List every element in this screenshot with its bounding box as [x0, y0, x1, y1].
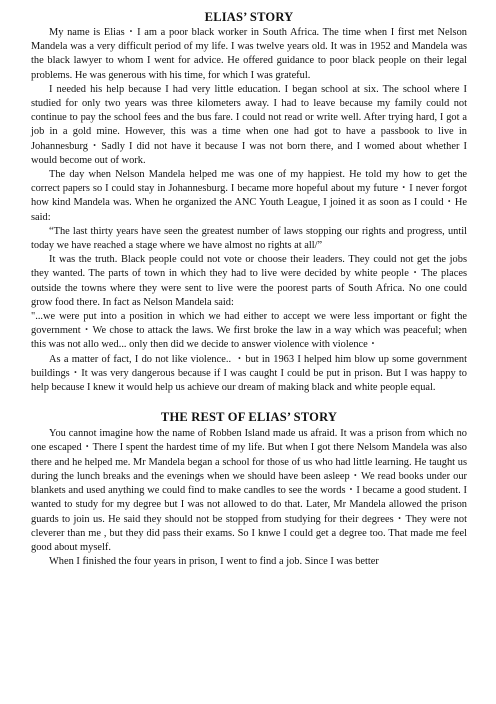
story-section-1 [31, 10, 467, 395]
quote-paragraph: “The last thirty years have seen the greatest number of laws stopping our rights and progress, until today we have reached a stage where we have almost no rights at all/” [31, 225, 467, 252]
paragraph: It was the truth. Black people could not vote or choose their leaders. They could not get the jobs they wanted. The parts of town in which they had to live were decided by white people・The places outside the towns where they were sent to live were the poorest parts of South Africa. No one could grow food there. In fact as Nelson Mandela said: [31, 254, 467, 308]
paragraph: As a matter of fact, I do not like violence.. ・but in 1963 I helped him blow up some government buildings・It was very dangerous because if I was caught I could be put in prison. But I was happy to help because I knew it would help us achieve our dream of making black and white people equal. [31, 353, 467, 394]
paragraph: The day when Nelson Mandela helped me was one of my happiest. He told my how to get the correct papers so I could stay in Johannesburg. I became more hopeful about my future・I never forgot how kind Mandela was. When he organized the ANC Youth League, I joined it as soon as I could・He said: [31, 169, 467, 223]
paragraph: My name is Elias・I am a poor black worker in South Africa. The time when I first met Nelson Mandela was a very difficult period of my life. I was twelve years old. It was in 1952 and Mandela was the black lawyer to whom I went for advice. He offered guidance to poor black people on their legal problems. He was generous with his time, for which I was grateful. [31, 27, 467, 81]
section-title: ELIAS’ STORY [204, 10, 294, 24]
paragraph: When I finished the four years in prison, I went to find a job. Since I was better [49, 556, 379, 568]
story-section-2 [31, 410, 467, 569]
quote-paragraph: "...we were put into a position in which we had either to accept we were less important or fight the government・We chose to attack the laws. We first broke the law in a way which was peaceful; when this was not allo wed... only then did we decide to answer violence with violence・ [31, 311, 467, 351]
section-title: THE REST OF ELIAS’ STORY [160, 410, 338, 425]
paragraph: I needed his help because I had very little education. I began school at six. The school where I studied for only two years was three kilometers away. I had to leave because my family could not continue to pay the school fees and the bus fare. I could not read or write well. After trying hard, I got a job in a gold mine. However, this was a time when one had got to have a passbook to live in Johannesburg・Sadly I did not have it because I was not born there, and I womed about whether I would become out of work. [31, 83, 467, 166]
paragraph: You cannot imagine how the name of Robben Island made us afraid. It was a prison from which no one escaped・There I spent the hardest time of my life. But when I got there Nelsom Mandela was also there and he helped me. Mr Mandela began a school for those of us who had little learning. He taught us during the lunch breaks and the evenings when we should have been asleep・We read books under our blankets and used anything we could find to make candles to see the words・I became a good student. I wanted to study for my degree but I was not allowed to do that. Later, Mr Mandela allowed the prison guards to join us. He said they should not be stopped from studying for their degrees・They were not cleverer than me , but they did pass their exams. So I knwe I could get a degree too. That made me feel good about myself. [31, 428, 467, 553]
